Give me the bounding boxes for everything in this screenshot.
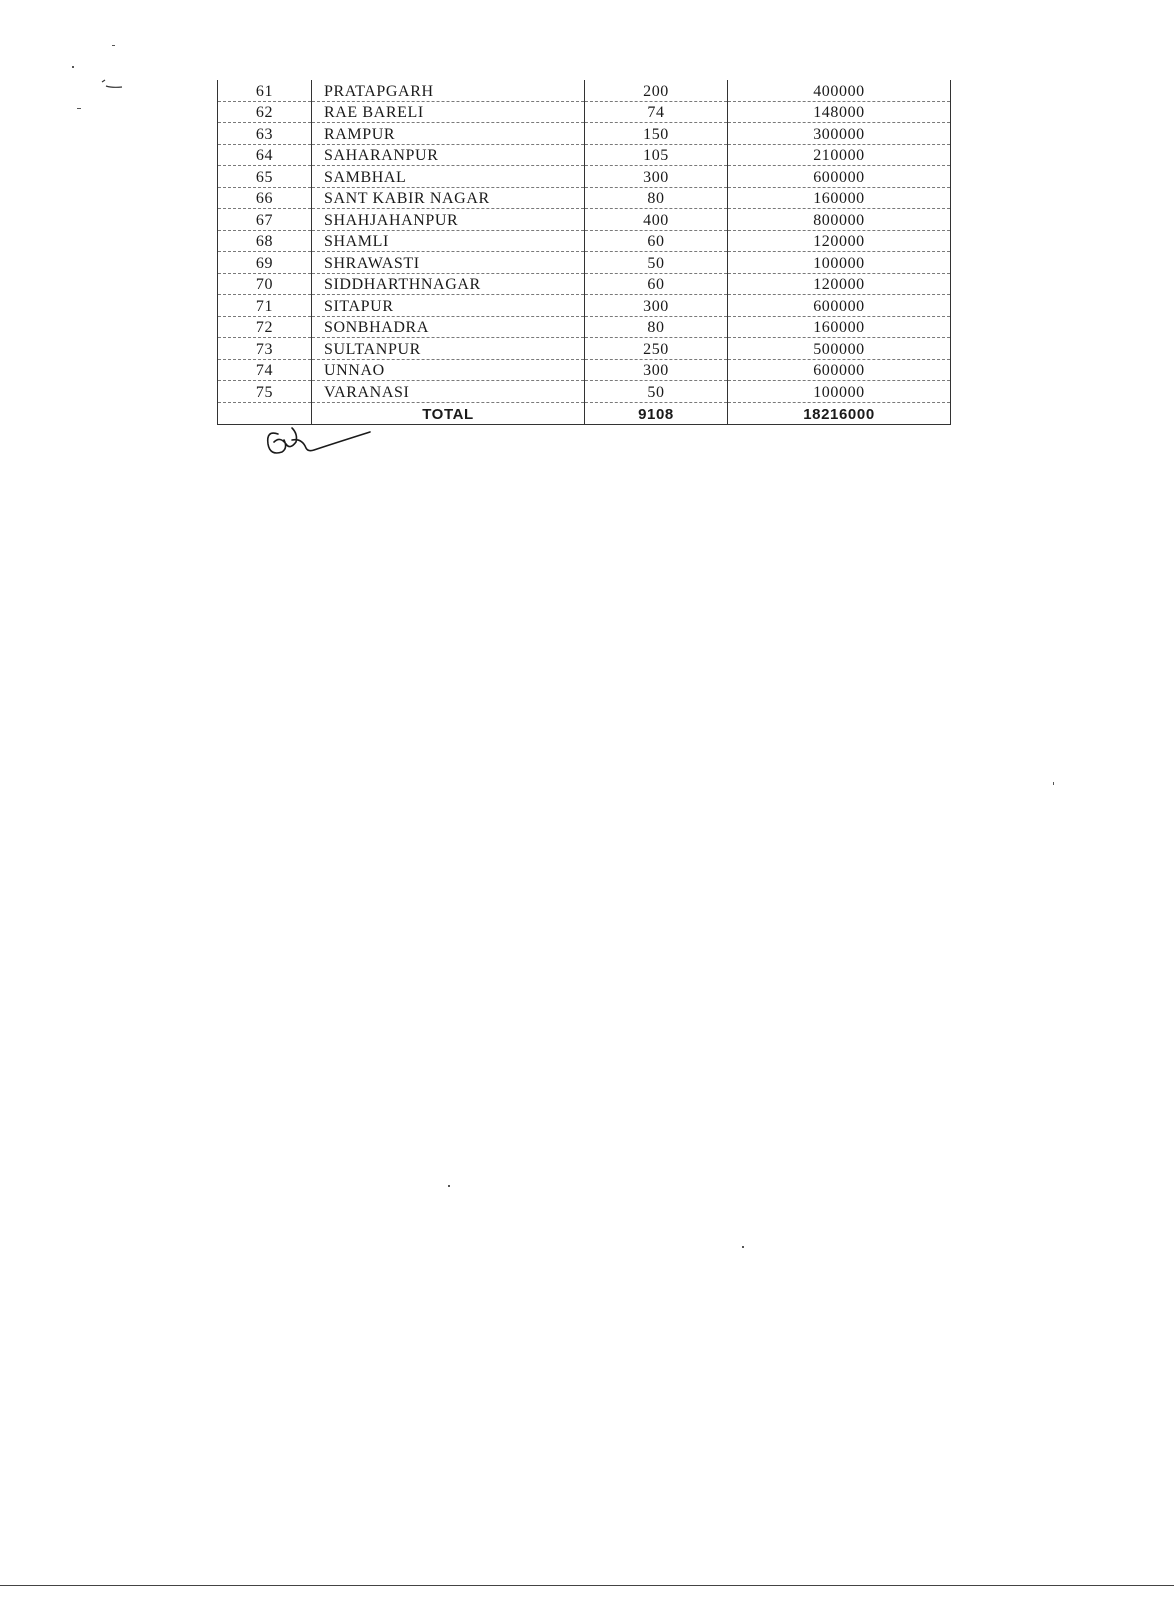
district-name-cell: SONBHADRA bbox=[312, 316, 585, 338]
amount-cell: 600000 bbox=[728, 295, 951, 317]
pen-mark-icon bbox=[100, 78, 124, 90]
quantity-cell: 50 bbox=[585, 252, 728, 274]
total-amount: 18216000 bbox=[728, 402, 951, 424]
amount-cell: 160000 bbox=[728, 187, 951, 209]
table-row bbox=[218, 187, 951, 209]
table-row bbox=[218, 273, 951, 295]
table-row bbox=[218, 252, 951, 274]
serial-number-cell: 66 bbox=[218, 187, 312, 209]
table-row bbox=[218, 123, 951, 145]
serial-number-cell: 62 bbox=[218, 101, 312, 123]
quantity-cell: 60 bbox=[585, 273, 728, 295]
district-table-body bbox=[217, 80, 951, 425]
serial-number-cell: 69 bbox=[218, 252, 312, 274]
serial-number-cell: 67 bbox=[218, 209, 312, 231]
district-name-cell: SHAHJAHANPUR bbox=[312, 209, 585, 231]
serial-number-cell: 72 bbox=[218, 316, 312, 338]
amount-cell: 800000 bbox=[728, 209, 951, 231]
amount-cell: 160000 bbox=[728, 316, 951, 338]
amount-cell: 600000 bbox=[728, 166, 951, 188]
page-bottom-rule bbox=[0, 1585, 1174, 1586]
district-name-cell: SULTANPUR bbox=[312, 338, 585, 360]
table-row bbox=[218, 101, 951, 123]
district-name-cell: SANT KABIR NAGAR bbox=[312, 187, 585, 209]
quantity-cell: 250 bbox=[585, 338, 728, 360]
amount-cell: 600000 bbox=[728, 359, 951, 381]
table-row bbox=[218, 316, 951, 338]
quantity-cell: 300 bbox=[585, 166, 728, 188]
serial-number-cell: 61 bbox=[218, 80, 312, 101]
district-name-cell: VARANASI bbox=[312, 381, 585, 403]
table-row bbox=[218, 295, 951, 317]
district-name-cell: PRATAPGARH bbox=[312, 80, 585, 101]
quantity-cell: 74 bbox=[585, 101, 728, 123]
serial-number-cell: 73 bbox=[218, 338, 312, 360]
table-row bbox=[218, 381, 951, 403]
scan-speck bbox=[448, 1185, 450, 1187]
scan-speck bbox=[1053, 782, 1054, 785]
table-row bbox=[218, 338, 951, 360]
amount-cell: 100000 bbox=[728, 252, 951, 274]
quantity-cell: 300 bbox=[585, 359, 728, 381]
amount-cell: 148000 bbox=[728, 101, 951, 123]
serial-number-cell: 74 bbox=[218, 359, 312, 381]
serial-number-cell: 68 bbox=[218, 230, 312, 252]
serial-number-cell: 71 bbox=[218, 295, 312, 317]
quantity-cell: 60 bbox=[585, 230, 728, 252]
quantity-cell: 80 bbox=[585, 187, 728, 209]
district-name-cell: SHAMLI bbox=[312, 230, 585, 252]
district-name-cell: SITAPUR bbox=[312, 295, 585, 317]
scan-speck bbox=[77, 108, 81, 109]
total-label: TOTAL bbox=[312, 402, 585, 424]
amount-cell: 300000 bbox=[728, 123, 951, 145]
district-name-cell: RAMPUR bbox=[312, 123, 585, 145]
serial-number-cell: 64 bbox=[218, 144, 312, 166]
district-name-cell: RAE BARELI bbox=[312, 101, 585, 123]
scan-speck bbox=[742, 1246, 744, 1248]
serial-number-cell: 63 bbox=[218, 123, 312, 145]
district-name-cell: SAHARANPUR bbox=[312, 144, 585, 166]
quantity-cell: 200 bbox=[585, 80, 728, 101]
district-name-cell: SAMBHAL bbox=[312, 166, 585, 188]
serial-number-cell: 70 bbox=[218, 273, 312, 295]
table-row bbox=[218, 230, 951, 252]
amount-cell: 100000 bbox=[728, 381, 951, 403]
handwritten-signature bbox=[262, 414, 374, 462]
quantity-cell: 150 bbox=[585, 123, 728, 145]
table-row bbox=[218, 359, 951, 381]
total-quantity: 9108 bbox=[585, 402, 728, 424]
quantity-cell: 50 bbox=[585, 381, 728, 403]
amount-cell: 120000 bbox=[728, 230, 951, 252]
serial-number-cell: 75 bbox=[218, 381, 312, 403]
quantity-cell: 300 bbox=[585, 295, 728, 317]
table-row bbox=[218, 166, 951, 188]
serial-number-cell: 65 bbox=[218, 166, 312, 188]
table-row bbox=[218, 209, 951, 231]
amount-cell: 120000 bbox=[728, 273, 951, 295]
scan-speck bbox=[72, 66, 74, 68]
amount-cell: 400000 bbox=[728, 80, 951, 101]
district-name-cell: UNNAO bbox=[312, 359, 585, 381]
amount-cell: 500000 bbox=[728, 338, 951, 360]
table-row bbox=[218, 144, 951, 166]
district-name-cell: SHRAWASTI bbox=[312, 252, 585, 274]
scan-speck bbox=[112, 45, 115, 46]
quantity-cell: 80 bbox=[585, 316, 728, 338]
quantity-cell: 105 bbox=[585, 144, 728, 166]
district-allocation-table bbox=[217, 80, 947, 425]
district-name-cell: SIDDHARTHNAGAR bbox=[312, 273, 585, 295]
quantity-cell: 400 bbox=[585, 209, 728, 231]
table-row bbox=[218, 80, 951, 101]
amount-cell: 210000 bbox=[728, 144, 951, 166]
